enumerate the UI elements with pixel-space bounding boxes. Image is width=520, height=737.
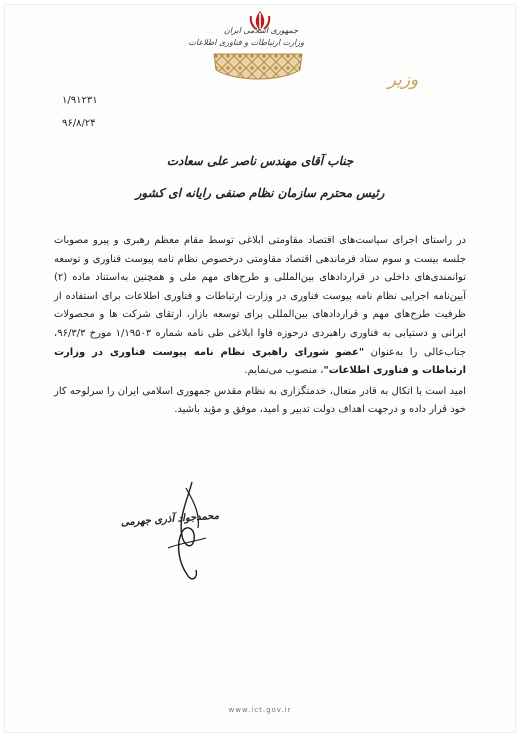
paragraph-2: امید است با اتکال به قادر متعال، خدمتگزاری به نظام مقدس جمهوری اسلامی ایران را سرلوحه کار خود قرار داده و درجهت اهداف دولت تدبیر و امید، موفق و مؤید باشید. bbox=[54, 385, 466, 416]
recipient-name: جناب آقای مهندس ناصر علی سعادت bbox=[166, 154, 354, 168]
signatory-name: محمدجواد آذری جهرمی bbox=[120, 510, 220, 529]
recipient-title: رئیس محترم سازمان نظام صنفی رایانه ای کشور bbox=[135, 186, 385, 200]
ministry-line1: جمهوری اسلامی ایران bbox=[223, 26, 299, 35]
letter-body bbox=[54, 232, 466, 420]
paragraph-1-bold: "عضو شورای راهبری نظام نامه پیوست فناوری در وزارت ارتباطات و فناوری اطلاعات" bbox=[54, 346, 466, 377]
paragraph-1 bbox=[54, 232, 466, 381]
letter-date: ۹۶/۸/۲۴ bbox=[62, 118, 96, 129]
paragraph-1-end: ، منصوب می‌نمایم. bbox=[244, 365, 324, 377]
signature-icon bbox=[148, 478, 228, 588]
paragraph-1-text: در راستای اجرای سیاست‌های اقتصاد مقاومتی ابلاغی توسط مقام معظم رهبری و پیرو مصوبات جلسه بیست و سوم ستاد فرماندهی اقتصاد مقاومتی درخصوص نظام نامه پیوست فناوری و توسعه توانمندی‌های داخلی در قراردادهای بین‌المللی و طرح‌های مهم ملی و همچنین به‌استناد ماده (۲) آیین‌نامه اجرایی نظام نامه پیوست فناوری در وزارت ارتباطات و فناوری اطلاعات برای استفاده از ظرفیت طرح‌های مهم و قراردادهای بین‌المللی برای توسعه بازار، ارتقای شرکت ها و محصولات ایرانی و دستیابی به فناوری راهبردی درحوزه فاوا ابلاغی طی نامه شماره ۱/۱۹۵۰۳ مورخ ۹۶/۳/۳، جناب‌عالی را به‌عنوان bbox=[54, 235, 466, 358]
ornament-icon bbox=[210, 50, 306, 86]
footer-website: www.ict.gov.ir bbox=[228, 706, 292, 714]
minister-label: وزیر bbox=[387, 70, 419, 90]
ministry-line2: وزارت ارتباطات و فناوری اطلاعات bbox=[188, 38, 304, 47]
letter-number: ۱/۹۱۲۳۱ bbox=[62, 95, 98, 106]
